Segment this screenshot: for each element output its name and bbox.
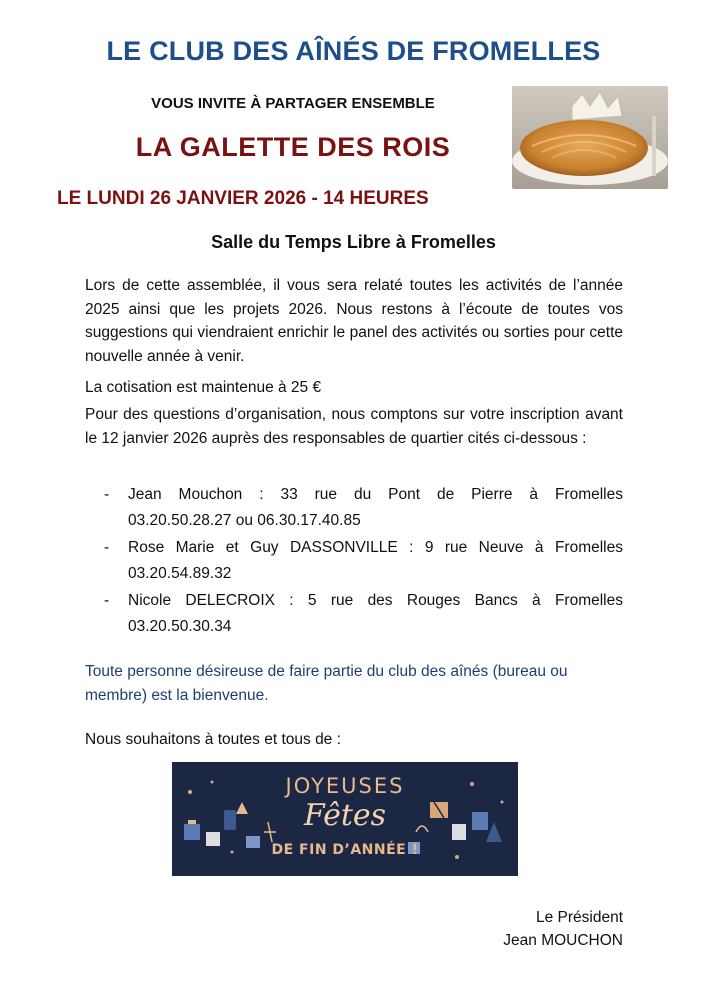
signature-block [460, 906, 623, 952]
signature-name: Jean MOUCHON [503, 932, 623, 949]
holiday-banner [172, 762, 518, 876]
contact-address: Rose Marie et Guy DASSONVILLE : 9 rue Neuve à Fromelles [128, 539, 623, 556]
venue-title: Salle du Temps Libre à Fromelles [211, 232, 496, 252]
list-dash: - [104, 486, 110, 503]
contact-address: Jean Mouchon : 33 rue du Pont de Pierre à Fromelles [128, 486, 623, 503]
club-title: LE CLUB DES AÎNÉS DE FROMELLES [106, 36, 601, 66]
contact-item [100, 588, 623, 640]
galette-photo [512, 86, 668, 189]
welcome-message: Toute personne désireuse de faire partie du club des aînés (bureau ou membre) est la bienvenue. [85, 663, 568, 704]
contact-phone: 03.20.54.89.32 [128, 565, 232, 582]
contact-phone: 03.20.50.30.34 [128, 618, 232, 635]
list-dash: - [104, 592, 110, 609]
event-date: LE LUNDI 26 JANVIER 2026 - 14 HEURES [57, 188, 429, 209]
registration-paragraph: Pour des questions d’organisation, nous comptons sur votre inscription avant le 12 janvier 2026 auprès des responsables de quartier cités ci-dessous : [85, 406, 623, 447]
banner-fetes: Fêtes [303, 798, 387, 833]
wish-line: Nous souhaitons à toutes et tous de : [85, 731, 341, 748]
signature-role: Le Président [535, 909, 623, 926]
contact-item [100, 482, 623, 534]
contact-address: Nicole DELECROIX : 5 rue des Rouges Bancs à Fromelles [128, 592, 623, 609]
contact-item [100, 535, 623, 587]
banner-joyeuses: JOYEUSES [285, 774, 405, 798]
event-title: LA GALETTE DES ROIS [135, 132, 451, 162]
contact-phone: 03.20.50.28.27 ou 06.30.17.40.85 [128, 512, 361, 529]
banner-fin-annee: DE FIN D’ANNÉE ! [271, 842, 419, 858]
invite-subtitle: VOUS INVITE À PARTAGER ENSEMBLE [151, 95, 435, 112]
contact-list [100, 482, 623, 641]
list-dash: - [104, 539, 110, 556]
assembly-paragraph: Lors de cette assemblée, il vous sera relaté toutes les activités de l’année 2025 ainsi que les projets 2026. Nous restons à l’écoute de toutes vos suggestions qui viendraient enrichir le panel des activités ou sorties pour cette nouvelle année à venir. [85, 277, 623, 365]
fee-paragraph: La cotisation est maintenue à 25 € [85, 379, 322, 396]
